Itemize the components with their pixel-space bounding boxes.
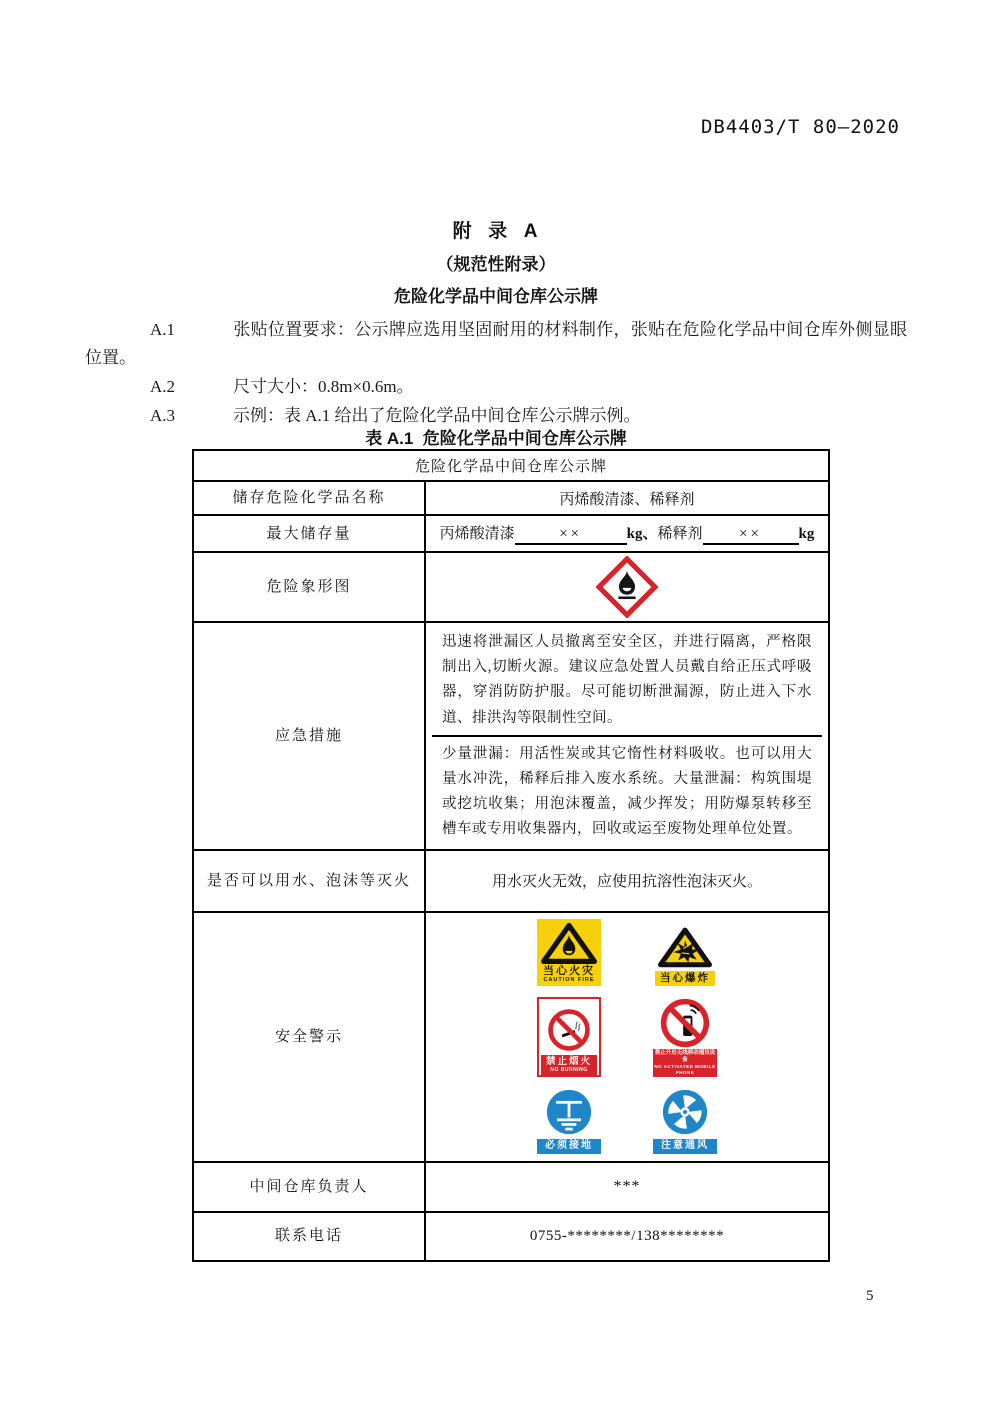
must-ground-sign: [537, 1088, 601, 1154]
paragraph-a1: [85, 316, 907, 372]
page-number: 5: [866, 1288, 874, 1304]
no-mobile-phone-band: [653, 1049, 717, 1077]
no-mobile-phone-label-cn: 禁止开启无线移动通讯设备: [654, 1050, 716, 1064]
appendix-title: 附 录 A: [452, 221, 540, 242]
standard-number: DB4403/T 80—2020: [700, 116, 900, 138]
max-storage-item1-blank: ××: [515, 526, 627, 545]
emergency-measures-label: 应急措施: [193, 622, 425, 850]
extinguish-label: 是否可以用水、泡沫等灭火: [193, 850, 425, 912]
caution-fire-label-cn: 当心火灾: [543, 965, 595, 978]
paragraph-a1-label: A.1: [150, 320, 176, 339]
table-row: [193, 1162, 829, 1212]
safety-signs-grid: [432, 915, 822, 1158]
caution-fire-label-en: CAUTION FIRE: [543, 977, 595, 984]
max-storage-value: [425, 515, 829, 552]
warehouse-manager-value: ***: [425, 1162, 829, 1212]
no-burning-band: [541, 1055, 597, 1075]
must-ground-label-cn: 必须接地: [545, 1140, 593, 1152]
max-storage-item1-name: 丙烯酸清漆: [439, 526, 515, 542]
max-storage-item2-blank: ××: [703, 526, 799, 545]
max-storage-item2-name: 稀释剂: [657, 526, 703, 542]
paragraph-a2: [85, 373, 907, 401]
table-row: [193, 1212, 829, 1261]
ventilation-icon: [661, 1088, 709, 1136]
ghs-flame-svg: [596, 556, 658, 618]
no-burning-sign: [537, 997, 601, 1077]
paragraph-a3-text: 示例：表 A.1 给出了危险化学品中间仓库公示牌示例。: [233, 406, 641, 425]
caution-fire-sign: [537, 919, 601, 986]
table-row: [193, 552, 829, 622]
caution-explosion-icon: [658, 926, 712, 968]
max-storage-item2-unit: kg: [798, 526, 815, 542]
hazard-pictogram-cell: [425, 552, 829, 622]
hazard-pictogram-label: 危险象形图: [193, 552, 425, 622]
notice-board-table: [192, 449, 830, 1262]
max-storage-item1-unit: kg、: [626, 526, 658, 542]
must-ground-band: [537, 1139, 601, 1154]
chemical-name-label: 储存危险化学品名称: [193, 481, 425, 515]
must-ground-icon: [545, 1088, 593, 1136]
ventilation-sign: [653, 1088, 717, 1154]
table-row: [193, 622, 829, 850]
no-burning-label-cn: 禁止烟火: [545, 1056, 592, 1068]
caution-explosion-label-cn: 当心爆炸: [655, 971, 715, 986]
ghs-flammable-diamond-icon: [432, 556, 822, 618]
chemical-name-value: 丙烯酸清漆、稀释剂: [425, 481, 829, 515]
paragraph-a3-label: A.3: [150, 406, 176, 425]
emergency-text-1: 迅速将泄漏区人员撤离至安全区，并进行隔离，严格限制出入,切断火源。建议应急处置人员戴自给正压式呼吸器，穿消防防护服。尽可能切断泄漏源，防止进入下水道、排洪沟等限制性空间。: [442, 634, 813, 726]
table-row: [193, 912, 829, 1162]
no-mobile-phone-sign: [653, 997, 717, 1077]
contact-phone-value: 0755-********/138********: [425, 1212, 829, 1261]
no-mobile-phone-label-en: NO ACTIVATED MOBILE PHONE: [654, 1064, 716, 1076]
safety-warning-label: 安全警示: [193, 912, 425, 1162]
ventilation-band: [653, 1139, 717, 1154]
safety-warning-cell: [425, 912, 829, 1162]
no-burning-label-en: NO BURNING: [550, 1067, 588, 1074]
table-title: 危险化学品中间仓库公示牌: [193, 450, 829, 481]
appendix-title-block: [0, 216, 992, 307]
table-title-row: [193, 450, 829, 481]
ventilation-label-cn: 注意通风: [661, 1140, 709, 1152]
emergency-measures-cell: [425, 622, 829, 850]
max-storage-label: 最大储存量: [193, 515, 425, 552]
table-caption: 表 A.1 危险化学品中间仓库公示牌: [365, 429, 627, 448]
table-row: [193, 515, 829, 552]
appendix-heading: 危险化学品中间仓库公示牌: [394, 287, 598, 306]
caution-explosion-sign: [653, 919, 717, 986]
table-row: [193, 850, 829, 912]
warehouse-manager-label: 中间仓库负责人: [193, 1162, 425, 1212]
caution-fire-icon: [541, 922, 597, 964]
no-burning-icon: [545, 1005, 593, 1055]
contact-phone-label: 联系电话: [193, 1212, 425, 1261]
appendix-subtitle: （规范性附录）: [436, 255, 556, 274]
emergency-text-2: 少量泄漏：用活性炭或其它惰性材料吸收。也可以用大量水冲洗，稀释后排入废水系统。大量泄漏：构筑围堤或挖坑收集；用泡沫覆盖，减少挥发；用防爆泵转移至槽车或专用收集器内，回收或运至废物处理单位处置。: [432, 735, 822, 847]
paragraph-a1-text: 张贴位置要求：公示牌应选用坚固耐用的材料制作，张贴在危险化学品中间仓库外侧显眼位置。: [85, 320, 907, 367]
extinguish-value: 用水灭火无效，应使用抗溶性泡沫灭火。: [425, 850, 829, 912]
paragraph-a2-text: 尺寸大小：0.8m×0.6m。: [233, 377, 414, 396]
paragraph-a2-label: A.2: [150, 377, 176, 396]
table-row: [193, 481, 829, 515]
body-paragraphs: [85, 316, 907, 430]
no-mobile-phone-icon: [659, 997, 711, 1049]
